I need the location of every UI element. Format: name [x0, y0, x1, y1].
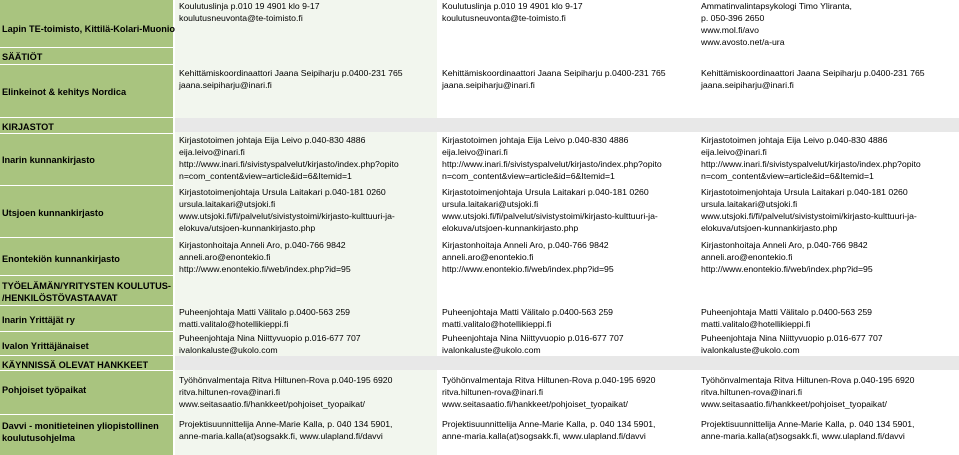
divider: [0, 331, 174, 332]
divider: [0, 370, 174, 371]
cell-utsjoki-library: Kirjastotoimenjohtaja Ursula Laitakari p.040-181 0260 ursula.laitakari@utsjoki.fi www.utsjoki.fi/fi/palvelut/sivistystoimi/kirjasto-kulttuuri-ja- elokuva/utsjoen-kunnankirjasto.php: [442, 187, 658, 233]
row-label-enontekio-library: Enontekiön kunnankirjasto: [2, 254, 120, 264]
cell-pohjoiset: Työhönvalmentaja Ritva Hiltunen-Rova p.040-195 6920 ritva.hiltunen-rova@inari.fi www.seitasaatio.fi/hankkeet/pohjoiset_tyopaikat/: [442, 375, 656, 409]
cell-ivalon-yrittajat: Puheenjohtaja Nina Niittyvuopio p.016-677 707 ivalonkaluste@ukolo.com: [179, 333, 361, 355]
cell-elinkeinot: Kehittämiskoordinaattori Jaana Seipiharju p.0400-231 765 jaana.seipiharju@inari.fi: [179, 68, 403, 90]
cell-inarin-yrittajat: Puheenjohtaja Matti Välitalo p.0400-563 259 matti.valitalo@hotellikieppi.fi: [179, 307, 350, 329]
row-label-ivalon-yrittajat: Ivalon Yrittäjänaiset: [2, 341, 89, 351]
divider: [0, 414, 174, 415]
cell-utsjoki-library: Kirjastotoimenjohtaja Ursula Laitakari p.040-181 0260 ursula.laitakari@utsjoki.fi www.utsjoki.fi/fi/palvelut/sivistystoimi/kirjasto-kulttuuri-ja- elokuva/utsjoen-kunnankirjasto.php: [701, 187, 917, 233]
cell-utsjoki-library: Kirjastotoimenjohtaja Ursula Laitakari p.040-181 0260 ursula.laitakari@utsjoki.fi www.utsjoki.fi/fi/palvelut/sivistystoimi/kirjasto-kulttuuri-ja- elokuva/utsjoen-kunnankirjasto.php: [179, 187, 395, 233]
row-label-utsjoki-library: Utsjoen kunnankirjasto: [2, 208, 104, 218]
cell-elinkeinot: Kehittämiskoordinaattori Jaana Seipiharju p.0400-231 765 jaana.seipiharju@inari.fi: [701, 68, 925, 90]
cell-inari-library: Kirjastotoimen johtaja Eija Leivo p.040-830 4886 eija.leivo@inari.fi http://www.inari.fi/sivistyspalvelut/kirjasto/index.php?opito n=com_content&view=article&id=6&Itemid=1: [442, 135, 662, 181]
divider: [0, 64, 174, 65]
cell-top: Ammatinvalintapsykologi Timo Yliranta, p. 050-396 2650 www.mol.fi/avo www.avosto.net/a-ura: [701, 1, 852, 47]
cell-enontekio-library: Kirjastonhoitaja Anneli Aro, p.040-766 9842 anneli.aro@enontekio.fi http://www.enontekio.fi/web/index.php?id=95: [701, 240, 873, 274]
divider: [0, 355, 174, 356]
cell-top: Koulutuslinja p.010 19 4901 klo 9-17 koulutusneuvonta@te-toimisto.fi: [442, 1, 583, 23]
row-label-pohjoiset: Pohjoiset työpaikat: [2, 385, 87, 395]
section-band-kirjastot: [175, 118, 959, 132]
section-label-saatiot: SÄÄTIÖT: [2, 52, 43, 62]
row-label-davvi-1: Davvi - monitieteinen yliopistollinen: [2, 421, 159, 431]
label-column: [0, 0, 174, 455]
cell-enontekio-library: Kirjastonhoitaja Anneli Aro, p.040-766 9842 anneli.aro@enontekio.fi http://www.enontekio.fi/web/index.php?id=95: [442, 240, 614, 274]
cell-top: Koulutuslinja p.010 19 4901 klo 9-17 koulutusneuvonta@te-toimisto.fi: [179, 1, 320, 23]
divider: [0, 47, 174, 48]
divider: [0, 275, 174, 276]
cell-enontekio-library: Kirjastonhoitaja Anneli Aro, p.040-766 9842 anneli.aro@enontekio.fi http://www.enontekio.fi/web/index.php?id=95: [179, 240, 351, 274]
section-label-kirjastot: KIRJASTOT: [2, 122, 54, 132]
cell-pohjoiset: Työhönvalmentaja Ritva Hiltunen-Rova p.040-195 6920 ritva.hiltunen-rova@inari.fi www.seitasaatio.fi/hankkeet/pohjoiset_tyopaikat/: [701, 375, 915, 409]
cell-inari-library: Kirjastotoimen johtaja Eija Leivo p.040-830 4886 eija.leivo@inari.fi http://www.inari.fi/sivistyspalvelut/kirjasto/index.php?opito n=com_content&view=article&id=6&Itemid=1: [179, 135, 399, 181]
row-label-elinkeinot: Elinkeinot & kehitys Nordica: [2, 87, 127, 97]
divider: [0, 305, 174, 306]
section-label-tyoelama-2: /HENKILÖSTÖVASTAAVAT: [2, 293, 118, 303]
cell-ivalon-yrittajat: Puheenjohtaja Nina Niittyvuopio p.016-677 707 ivalonkaluste@ukolo.com: [442, 333, 624, 355]
row-label-region: Lapin TE-toimisto, Kittilä-Kolari-Muonio: [2, 24, 176, 34]
divider: [0, 133, 174, 134]
cell-davvi: Projektisuunnittelija Anne-Marie Kalla, p. 040 134 5901, anne-maria.kalla(at)sogsakk.fi, www.ulapland.fi/davvi: [442, 419, 656, 441]
cell-inarin-yrittajat: Puheenjohtaja Matti Välitalo p.0400-563 259 matti.valitalo@hotellikieppi.fi: [442, 307, 613, 329]
cell-elinkeinot: Kehittämiskoordinaattori Jaana Seipiharju p.0400-231 765 jaana.seipiharju@inari.fi: [442, 68, 666, 90]
cell-ivalon-yrittajat: Puheenjohtaja Nina Niittyvuopio p.016-677 707 ivalonkaluste@ukolo.com: [701, 333, 883, 355]
divider: [0, 237, 174, 238]
row-label-inari-library: Inarin kunnankirjasto: [2, 155, 95, 165]
cell-davvi: Projektisuunnittelija Anne-Marie Kalla, p. 040 134 5901, anne-maria.kalla(at)sogsakk.fi, www.ulapland.fi/davvi: [179, 419, 393, 441]
cell-pohjoiset: Työhönvalmentaja Ritva Hiltunen-Rova p.040-195 6920 ritva.hiltunen-rova@inari.fi www.seitasaatio.fi/hankkeet/pohjoiset_tyopaikat/: [179, 375, 393, 409]
cell-inari-library: Kirjastotoimen johtaja Eija Leivo p.040-830 4886 eija.leivo@inari.fi http://www.inari.fi/sivistyspalvelut/kirjasto/index.php?opito n=com_content&view=article&id=6&Itemid=1: [701, 135, 921, 181]
section-label-kaynnissa: KÄYNNISSÄ OLEVAT HANKKEET: [2, 360, 149, 370]
cell-inarin-yrittajat: Puheenjohtaja Matti Välitalo p.0400-563 259 matti.valitalo@hotellikieppi.fi: [701, 307, 872, 329]
section-label-tyoelama-1: TYÖELÄMÄN/YRITYSTEN KOULUTUS-: [2, 281, 171, 291]
cell-davvi: Projektisuunnittelija Anne-Marie Kalla, p. 040 134 5901, anne-maria.kalla(at)sogsakk.fi, www.ulapland.fi/davvi: [701, 419, 915, 441]
row-label-davvi-2: koulutusohjelma: [2, 433, 75, 443]
section-band-kaynnissa: [175, 356, 959, 370]
divider: [0, 185, 174, 186]
row-label-inarin-yrittajat: Inarin Yrittäjät ry: [2, 315, 75, 325]
